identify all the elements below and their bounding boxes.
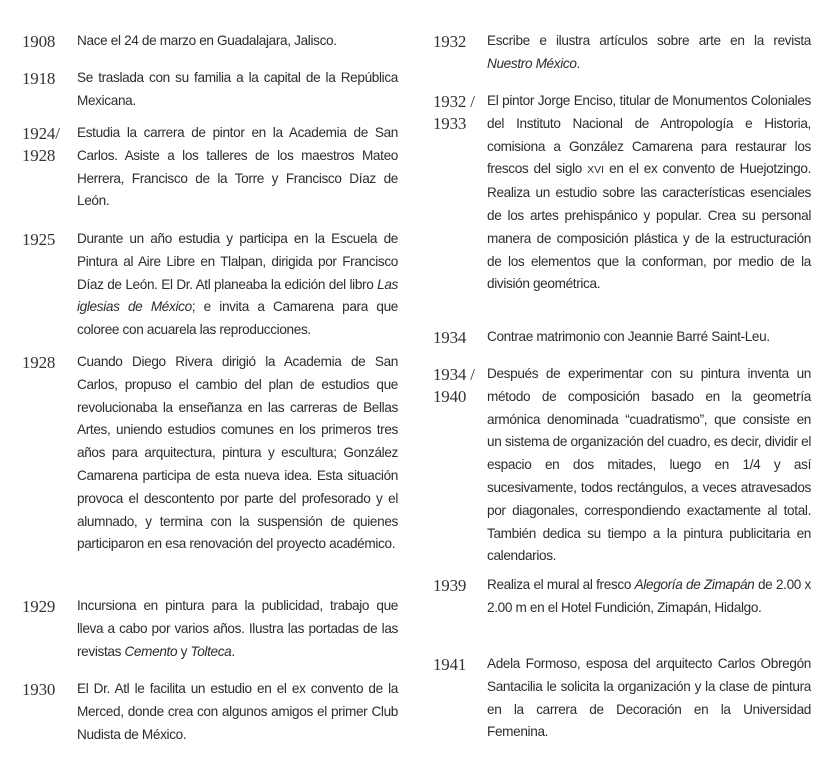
entry-year: [22, 228, 77, 251]
entry-description: [77, 351, 398, 556]
timeline-entry: [22, 595, 398, 663]
entry-text-segment: Nace el 24 de marzo en Guadalajara, Jalisco.: [77, 33, 337, 48]
entry-year-line: 1930: [22, 680, 56, 699]
entry-year-line: 1940: [433, 387, 467, 406]
entry-text-segment: Adela Formoso, esposa del arquitecto Carlos Obregón Santacilia le solicita la organización y la clase de pintura en la carrera de Decoración en la Universidad Femenina.: [487, 656, 811, 740]
entry-text-segment: El Dr. Atl le facilita un estudio en el ex convento de la Merced, donde crea con algunos amigos el primer Club Nudista de México.: [77, 681, 398, 742]
timeline-entry: [22, 228, 398, 342]
entry-year: [22, 30, 77, 53]
entry-text-segment: Incursiona en pintura para la publicidad, trabajo que lleva a cabo por varios años. Ilustra las portadas de las revistas: [77, 598, 398, 659]
entry-description: [487, 363, 811, 568]
timeline-entry: [22, 678, 398, 746]
entry-text-segment: .: [231, 643, 235, 659]
entry-year-line: 1934: [433, 328, 467, 347]
entry-description: [487, 653, 811, 744]
entry-year: [433, 653, 487, 676]
timeline-entry: [22, 67, 398, 113]
entry-year-line: 1928: [22, 146, 56, 165]
entry-text-segment: Contrae matrimonio con Jeannie Barré Saint-Leu.: [487, 329, 770, 344]
entry-title-italic: Tolteca: [190, 643, 232, 659]
entry-text-segment: Estudia la carrera de pintor en la Academia de San Carlos. Asiste a los talleres de los maestros Mateo Herrera, Francisco de la Torre y Francisco Díaz de León.: [77, 125, 398, 209]
entry-description: [487, 326, 811, 349]
timeline-entry: [433, 326, 811, 349]
timeline-entry: [433, 574, 811, 620]
entry-year-line: 1932 /: [433, 92, 475, 111]
entry-year-line: 1933: [433, 114, 467, 133]
entry-title-italic: Nuestro México: [487, 55, 577, 71]
timeline-entry: [22, 351, 398, 556]
entry-text-segment: ; e invita a Camarena para que coloree con acuarela las reproducciones.: [77, 299, 398, 338]
entry-year: [433, 90, 487, 135]
entry-year: [433, 363, 487, 408]
timeline-entry: [433, 90, 811, 296]
timeline-entry: [22, 30, 398, 53]
entry-year: [22, 351, 77, 374]
timeline-entry: [22, 122, 398, 213]
entry-year-line: 1941: [433, 655, 467, 674]
entry-text-segment: .: [576, 55, 580, 71]
entry-description: [77, 67, 398, 113]
entry-text-segment: Realiza el mural al fresco: [487, 577, 635, 592]
entry-text-segment: XVI: [587, 164, 605, 177]
timeline-entry: [433, 363, 811, 568]
entry-description: [77, 30, 398, 53]
entry-text-segment: y: [177, 643, 191, 659]
entry-title-italic: Cemento: [124, 643, 178, 659]
entry-description: [487, 30, 811, 76]
entry-year-line: 1925: [22, 230, 56, 249]
entry-description: [77, 678, 398, 746]
entry-description: [77, 122, 398, 213]
entry-year: [433, 30, 487, 53]
entry-text-segment: de 2.00 x 2.00 m en el Hotel Fundición, Zimapán, Hidalgo.: [487, 577, 811, 615]
entry-year: [22, 122, 77, 167]
entry-text-segment: Escribe e ilustra artículos sobre arte en la revista: [487, 33, 811, 48]
entry-year-line: 1929: [22, 597, 56, 616]
timeline-entry: [433, 30, 811, 76]
entry-description: [77, 595, 398, 663]
entry-description: [77, 228, 398, 342]
entry-year-line: 1924/: [22, 124, 60, 143]
entry-year: [22, 678, 77, 701]
entry-text-segment: en el ex convento de Huejotzingo. Realiza un estudio sobre las características esenciales de los artes prehispánico y popular. Crea su personal manera de composición plástica y de la estructuración de los elementos que la conforman, por medio de la división geométrica.: [487, 161, 811, 292]
entry-year-line: 1939: [433, 576, 467, 595]
entry-year: [433, 574, 487, 597]
timeline-entry: [433, 653, 811, 744]
entry-year-line: 1918: [22, 69, 56, 88]
entry-title-italic: Las iglesias de México: [77, 276, 398, 315]
entry-text-segment: Se traslada con su familia a la capital de la República Mexicana.: [77, 70, 398, 108]
entry-year: [22, 67, 77, 90]
entry-text-segment: Durante un año estudia y participa en la Escuela de Pintura al Aire Libre en Tlalpan, dirigida por Francisco Díaz de León. El Dr. Atl planeaba la edición del libro: [77, 231, 398, 292]
entry-year-line: 1932: [433, 32, 467, 51]
entry-year-line: 1908: [22, 32, 56, 51]
entry-text-segment: Cuando Diego Rivera dirigió la Academia de San Carlos, propuso el cambio del plan de estudios que revolucionaba la enseñanza en las carreras de Bellas Artes, uniendo estudios comunes en los primeros tres años para arquitectura, pintura y escultura; González Camarena participa de esta nueva idea. Esta situación provoca el descontento por parte del profesorado y el alumnado, y termina con la suspensión de quienes participaron en esa renovación del proyecto académico.: [77, 354, 398, 552]
entry-year: [433, 326, 487, 349]
entry-description: [487, 574, 811, 620]
entry-title-italic: Alegoría de Zimapán: [634, 577, 755, 592]
entry-year: [22, 595, 77, 618]
entry-text-segment: El pintor Jorge Enciso, titular de Monumentos Coloniales del Instituto Nacional de Antropología e Historia, comisiona a González Camarena para restaurar los frescos del siglo: [487, 93, 811, 177]
entry-description: [487, 90, 811, 296]
entry-year-line: 1934 /: [433, 365, 475, 384]
entry-year-line: 1928: [22, 353, 56, 372]
entry-text-segment: Después de experimentar con su pintura inventa un método de composición basado en la geometría armónica denominada “cuadratismo”, que consiste en un sistema de organización del cuadro, es decir, dividir el espacio en dos mitades, luego en 1/4 y así sucesivamente, todos rectángulos, a veces atravesados por diagonales, correspondiendo exactamente al total. También dedica su tiempo a la pintura publicitaria en calendarios.: [487, 366, 811, 564]
